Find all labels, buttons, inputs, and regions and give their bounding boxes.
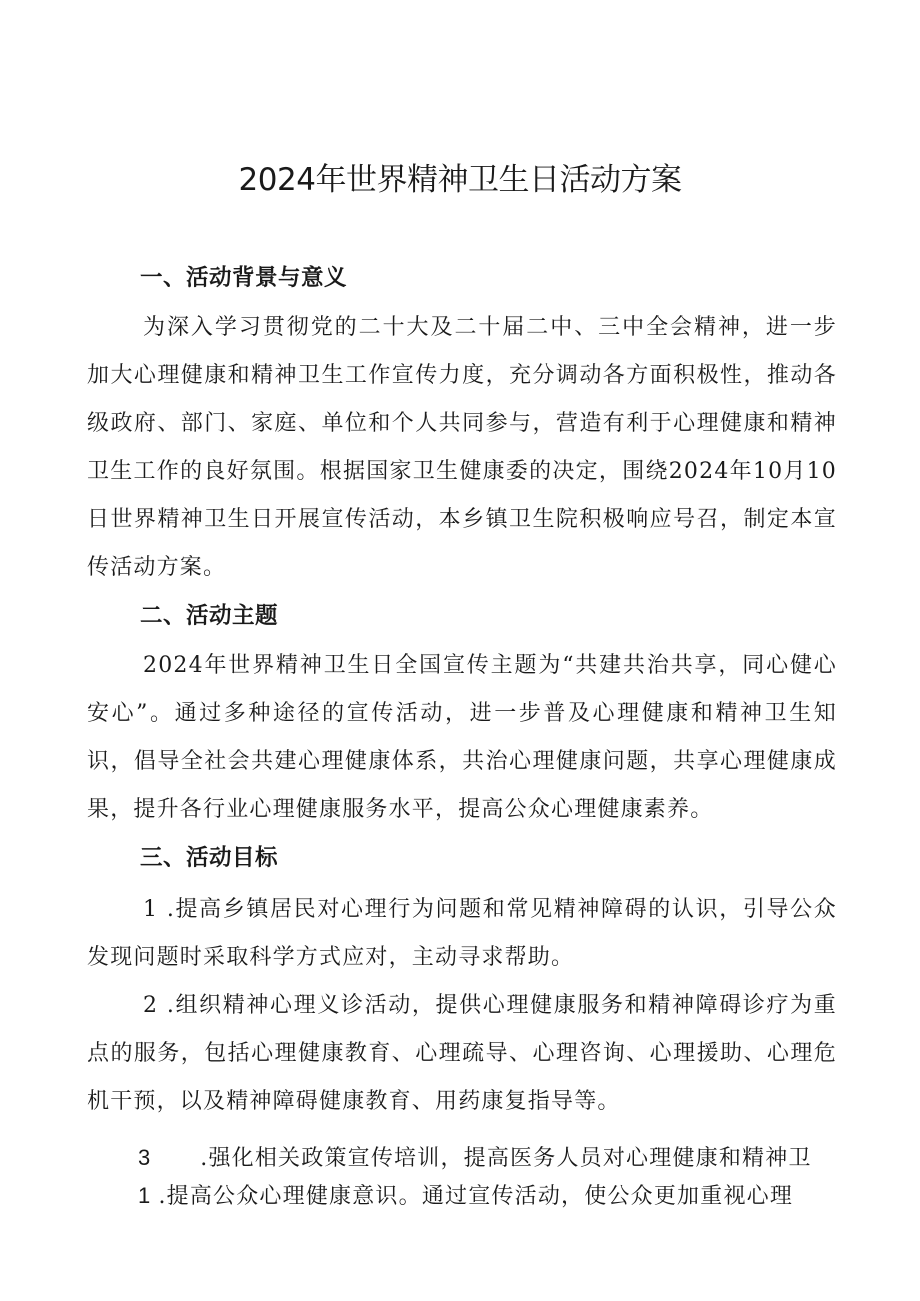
document-title: 2024年世界精神卫生日活动方案 bbox=[238, 162, 682, 198]
goal-item-3-number: 3 bbox=[138, 1145, 151, 1170]
goal-item-2: 2 .组织精神心理义诊活动，提供心理健康服务和精神障碍诊疗为重点的服务，包括心理健康教育、心理疏导、心理咨询、心理援助、心理危机干预，以及精神障碍健康教育、用药康复指导等。 bbox=[87, 993, 837, 1114]
section-heading-goals: 三、活动目标 bbox=[140, 845, 279, 871]
section-heading-theme: 二、活动主题 bbox=[140, 603, 279, 629]
awareness-item-1-text: .提高公众心理健康意识。通过宣传活动，使公众更加重视心理 bbox=[150, 1184, 794, 1209]
section-heading-background: 一、活动背景与意义 bbox=[140, 265, 348, 291]
awareness-item-1-number: 1 bbox=[138, 1183, 151, 1208]
section-paragraph-theme: 2024年世界精神卫生日全国宣传主题为“共建共治共享，同心健心安心”。通过多种途径的宣传活动，进一步普及心理健康和精神卫生知识，倡导全社会共建心理健康体系，共治心理健康问题，共享心理健康成果，提升各行业心理健康服务水平，提高公众心理健康素养。 bbox=[87, 653, 837, 822]
goal-item-1: 1 .提高乡镇居民对心理行为问题和常见精神障碍的认识，引导公众发现问题时采取科学方式应对，主动寻求帮助。 bbox=[87, 897, 837, 970]
goal-item-3-text: .强化相关政策宣传培训，提高医务人员对心理健康和精神卫 bbox=[200, 1146, 812, 1171]
awareness-item-1 bbox=[138, 1172, 888, 1221]
section-paragraph-background: 为深入学习贯彻党的二十大及二十届二中、三中全会精神，进一步加大心理健康和精神卫生工作宣传力度，充分调动各方面积极性，推动各级政府、部门、家庭、单位和个人共同参与，营造有利于心理健康和精神卫生工作的良好氛围。根据国家卫生健康委的决定，围绕2024年10月10日世界精神卫生日开展宣传活动，本乡镇卫生院积极响应号召，制定本宣传活动方案。 bbox=[87, 315, 837, 580]
